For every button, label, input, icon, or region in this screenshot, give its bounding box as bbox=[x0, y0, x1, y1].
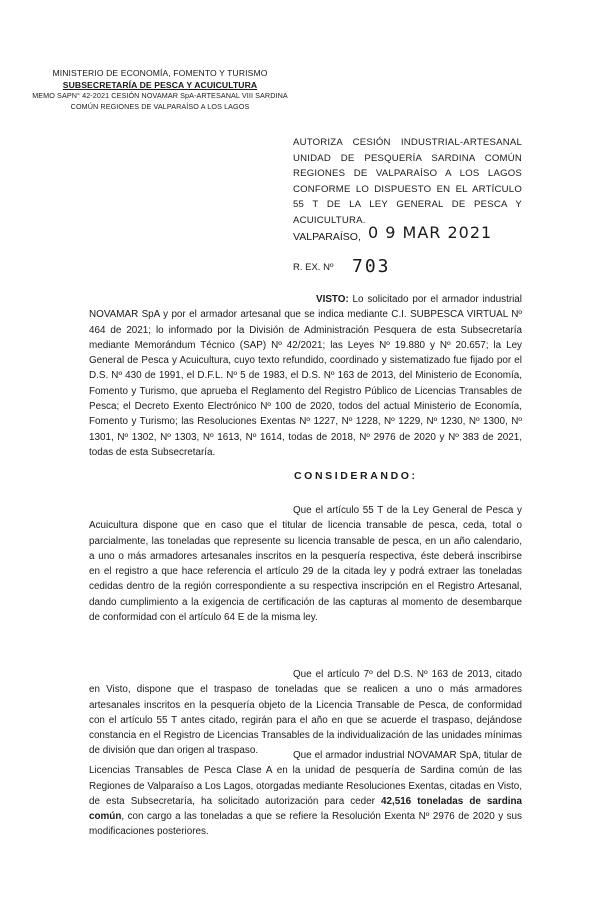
resolution-number: 703 bbox=[352, 256, 391, 277]
visto-label: VISTO: bbox=[316, 294, 349, 305]
letterhead bbox=[0, 68, 320, 112]
date-stamp: 0 9 MAR 2021 bbox=[368, 223, 493, 242]
ministry-name: MINISTERIO DE ECONOMÍA, FOMENTO Y TURISMO bbox=[52, 68, 268, 78]
considerando-paragraph-3 bbox=[89, 748, 522, 840]
considerando-heading: CONSIDERANDO: bbox=[294, 470, 418, 482]
considerando-paragraph-2: Que el artículo 7º del D.S. Nº 163 de 2013, citado en Visto, dispone que el traspaso de toneladas que se realicen a uno o más armadores artesanales inscritos en la pesquería objeto de la Licencia Transable de Pesca, de conformidad con el artículo 55 T antes citado, regirán para el año en que se acuerde el traspaso, dejándose constancia en el Registro de Licencias Transables de la individualización de las unidades mínimas de división que dan origen al traspaso. bbox=[89, 669, 522, 757]
paragraph-3-text-b: , con cargo a las toneladas a que se refiere la Resolución Exenta Nº 2976 de 2020 y sus modificaciones posteriores. bbox=[89, 811, 522, 838]
resolution-number-label: R. EX. Nº bbox=[293, 262, 334, 273]
paragraph-3-text-a: Que el armador industrial NOVAMAR SpA, titular de Licencias Transables de Pesca Clase A en la unidad de pesquería de Sardina común de las Regiones de Valparaíso a Los Lagos, otorgadas mediante Resoluciones Exentas, citadas en Visto, de esta Subsecretaría, ha solicitado autorización para ceder bbox=[89, 750, 522, 807]
memo-reference: MEMO SAPN° 42-2021 CESIÓN NOVAMAR SpA-ARTESANAL VIII SARDINA bbox=[32, 91, 288, 100]
place-label: VALPARAÍSO, bbox=[293, 231, 361, 243]
tonnage-amount: 42,516 toneladas de sardina común bbox=[89, 795, 523, 823]
considerando-paragraph-1: Que el artículo 55 T de la Ley General de Pesca y Acuicultura dispone que en caso que el titular de licencia transable de pesca, ceda, total o parcialmente, las toneladas que represente su licencia transable de pesca, en un año calendario, a uno o más armadores artesanales inscritos en la pesquería respectiva, éste deberá inscribirse en el registro a que hace referencia el artículo 29 de la citada ley y podrá extraer las toneladas cedidas dentro de la región correspondiente a su respectiva inscripción en el Registro Artesanal, dando cumplimiento a la exigencia de certificación de las capturas al momento de desembarque de conformidad con el artículo 64 E de la misma ley. bbox=[89, 505, 522, 624]
resolution-summary: AUTORIZA CESIÓN INDUSTRIAL-ARTESANAL UNIDAD DE PESQUERÍA SARDINA COMÚN REGIONES DE VALPARAÍSO A LOS LAGOS CONFORME LO DISPUESTO EN EL ARTÍCULO 55 T DE LA LEY GENERAL DE PESCA Y ACUICULTURA. bbox=[293, 137, 522, 226]
visto-text: Lo solicitado por el armador industrial NOVAMAR SpA y por el armador artesanal que se indica mediante C.I. SUBPESCA VIRTUAL Nº 464 de 2021; lo informado por la División de Administración Pesquera de esta Subsecretaría mediante Memorándum Técnico (SAP) Nº 42/2021; las Leyes Nº 19.880 y Nº 20.657; la Ley General de Pesca y Acuicultura, cuyo texto refundido, coordinado y sistematizado fue fijado por el D.S. Nº 430 de 1991, el D.F.L. Nº 5 de 1983, el D.S. Nº 163 de 2013, del Ministerio de Economía, Fomento y Turismo, que aprueba el Reglamento del Registro Público de Licencias Transables de Pesca; el Decreto Exento Electrónico Nº 100 de 2020, todos del actual Ministerio de Economía, Fomento y Turismo; las Resoluciones Exentas Nº 1227, Nº 1228, Nº 1229, Nº 1230, Nº 1300, Nº 1301, Nº 1302, Nº 1303, Nº 1613, Nº 1614, todas de 2018, Nº 2976 de 2020 y Nº 383 de 2021, todas de esta Subsecretaría. bbox=[89, 294, 522, 458]
memo-reference-line-2: COMÚN REGIONES DE VALPARAÍSO A LOS LAGOS bbox=[70, 101, 250, 111]
subsecretaria-name: SUBSECRETARÍA DE PESCA Y ACUICULTURA bbox=[62, 79, 258, 90]
visto-paragraph bbox=[89, 292, 522, 460]
